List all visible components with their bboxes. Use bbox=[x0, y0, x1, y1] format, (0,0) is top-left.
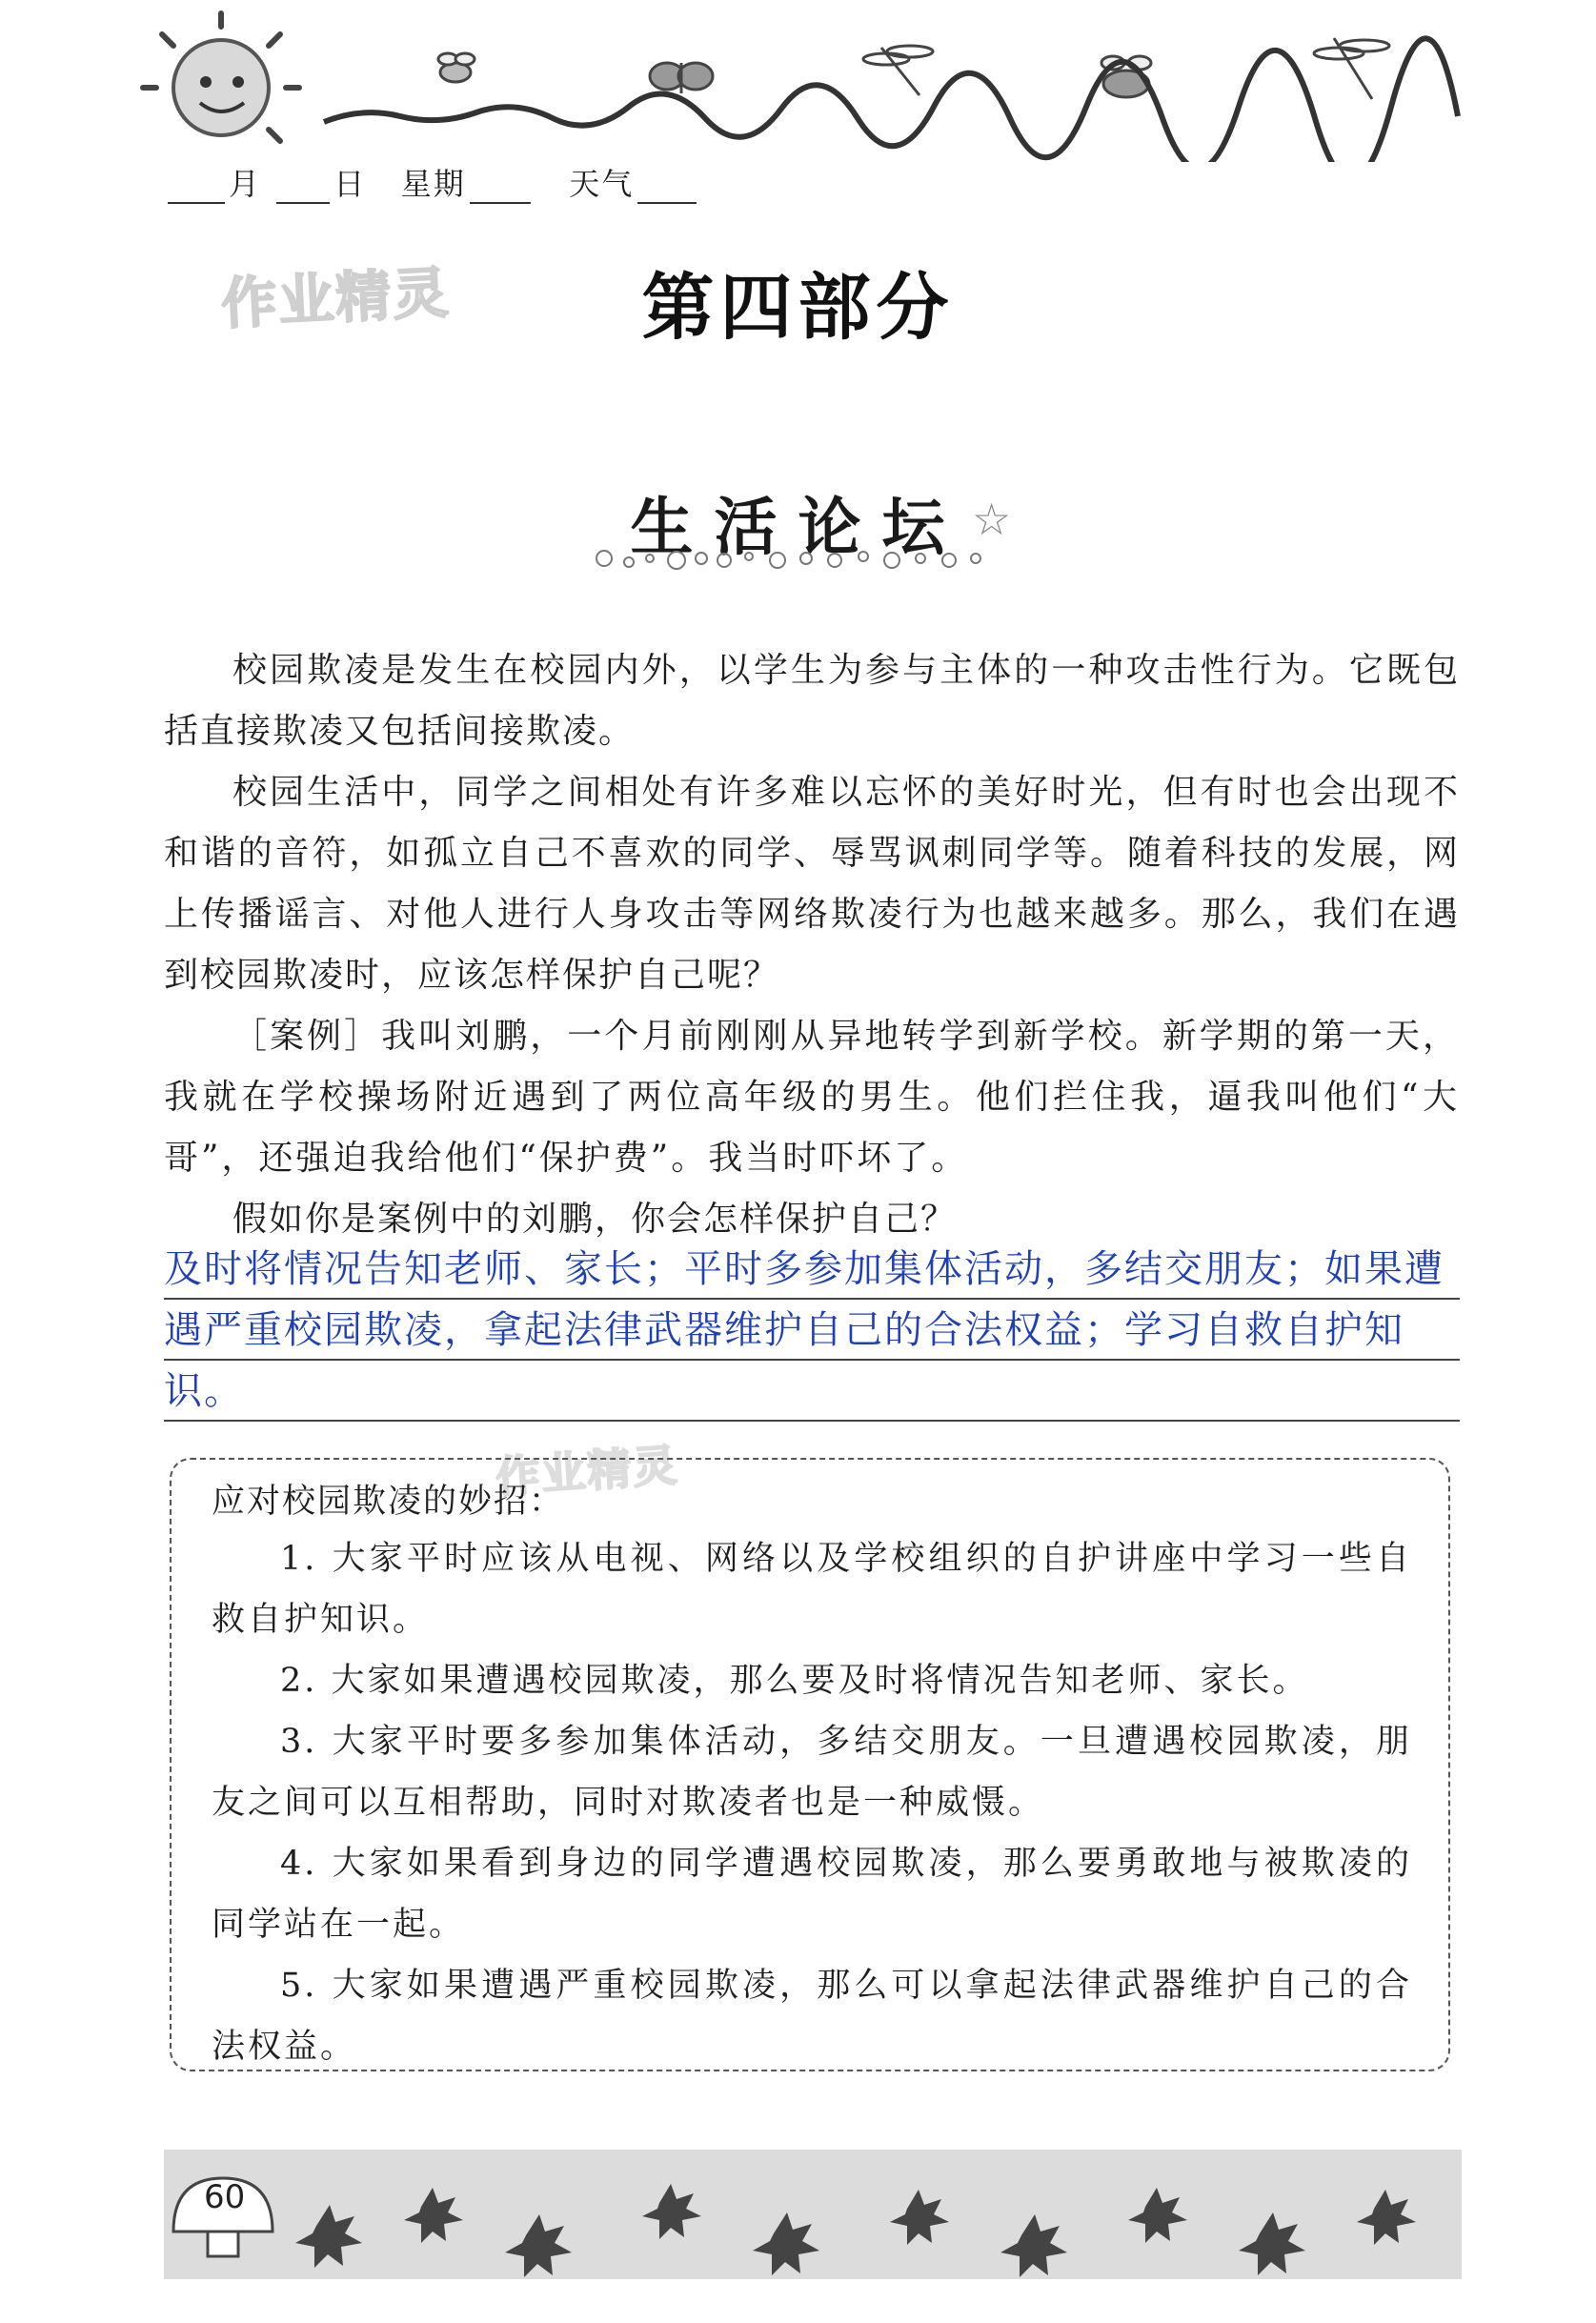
case-paragraph: ［案例］我叫刘鹏，一个月前刚刚从异地转学到新学校。新学期的第一天，我就在学校操场附近遇到了两位高年级的男生。他们拦住我，逼我叫他们“大哥”，还强迫我给他们“保护费”。我当时吓坏了。 bbox=[164, 1017, 1460, 1178]
tip-item-5: 5. 大家如果遭遇严重校园欺凌，那么可以拿起法律武器维护自己的合法权益。 bbox=[212, 1967, 1412, 2066]
sun-icon bbox=[143, 13, 299, 141]
tip-item-1: 1. 大家平时应该从电视、网络以及学校组织的自护讲座中学习一些自救自护知识。 bbox=[212, 1540, 1412, 1639]
tip-item-4: 4. 大家如果看到身边的同学遭遇校园欺凌，那么要勇敢地与被欺凌的同学站在一起。 bbox=[212, 1845, 1412, 1944]
footer-decoration bbox=[164, 2150, 1462, 2279]
section-title: 生活论坛 bbox=[630, 491, 966, 564]
dragonfly-icon-2 bbox=[1314, 38, 1389, 99]
weather-label: 天气 bbox=[569, 166, 635, 202]
tips-title: 应对校园欺凌的妙招： bbox=[212, 1483, 565, 1521]
intro-paragraph-1: 校园欺凌是发生在校园内外，以学生为参与主体的一种攻击性行为。它既包括直接欺凌又包括间接欺凌。 bbox=[164, 651, 1460, 751]
date-line bbox=[164, 160, 700, 204]
weather-blank[interactable] bbox=[637, 173, 697, 204]
butterfly-icon bbox=[650, 63, 713, 93]
intro-paragraph-2: 校园生活中，同学之间相处有许多难以忘怀的美好时光，但有时也会出现不和谐的音符，如孤立自己不喜欢的同学、辱骂讽刺同学等。随着科技的发展，网上传播谣言、对他人进行人身攻击等网络欺凌行为也越来越多。那么，我们在遇到校园欺凌时，应该怎样保护自己呢？ bbox=[164, 773, 1460, 995]
star-icon: ☆ bbox=[972, 494, 1012, 545]
month-blank[interactable] bbox=[168, 173, 225, 204]
weekday-blank[interactable] bbox=[470, 173, 531, 204]
tip-item-2: 2. 大家如果遭遇校园欺凌，那么要及时将情况告知老师、家长。 bbox=[280, 1662, 1309, 1700]
question-paragraph: 假如你是案例中的刘鹏，你会怎样保护自己？ bbox=[232, 1200, 958, 1239]
dragonfly-icon bbox=[863, 46, 933, 95]
day-label: 日 bbox=[333, 166, 367, 202]
header-decoration bbox=[0, 0, 1596, 162]
answer-text[interactable]: 及时将情况告知老师、家长；平时多参加集体活动，多结交朋友；如果遭遇严重校园欺凌，拿起法律武器维护自己的合法权益；学习自救自护知识。 bbox=[164, 1247, 1444, 1413]
bubble-decoration bbox=[591, 545, 991, 574]
wave-line bbox=[324, 38, 1458, 162]
month-label: 月 bbox=[229, 166, 262, 202]
maple-leaves bbox=[295, 2184, 1416, 2277]
day-blank[interactable] bbox=[276, 173, 330, 204]
tip-item-3: 3. 大家平时要多参加集体活动，多结交朋友。一旦遭遇校园欺凌，朋友之间可以互相帮助，同时对欺凌者也是一种威慑。 bbox=[212, 1723, 1412, 1822]
watermark-2: 作业精灵 bbox=[494, 1439, 680, 1504]
bee-icon bbox=[438, 53, 475, 82]
page-number: 60 bbox=[204, 2178, 246, 2216]
watermark: 作业精灵 bbox=[219, 259, 452, 337]
part-title: 第四部分 bbox=[641, 265, 955, 350]
weekday-label: 星期 bbox=[400, 166, 466, 202]
